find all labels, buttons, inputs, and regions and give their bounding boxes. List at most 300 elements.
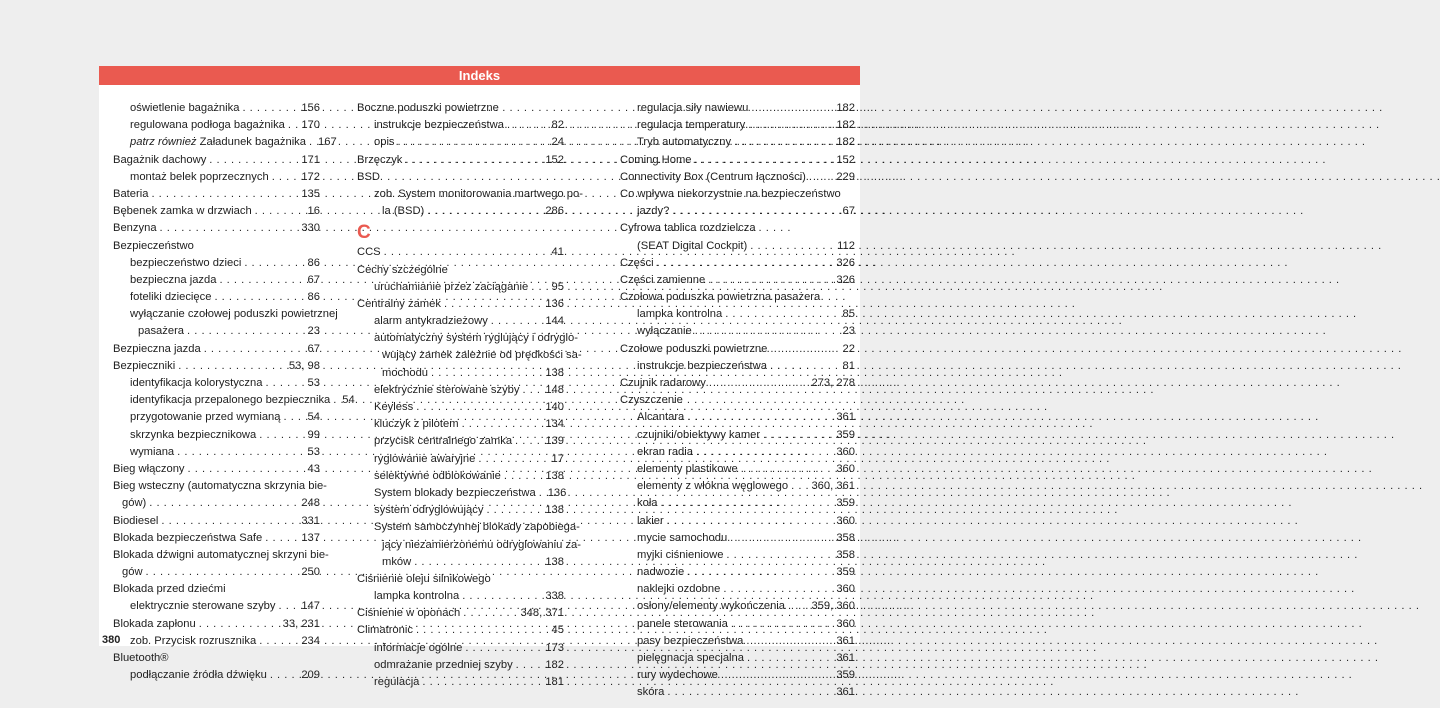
index-entry-term: Keyless bbox=[374, 401, 414, 413]
index-entry-page: 182 bbox=[545, 658, 564, 671]
index-entry-page: 138 bbox=[545, 366, 564, 379]
index-entry-term: przygotowanie przed wymianą bbox=[130, 411, 281, 424]
index-entry bbox=[113, 203, 320, 220]
dot-leader bbox=[725, 306, 839, 323]
index-entry-term: regulacja siły nawiewu bbox=[637, 102, 749, 114]
index-entry bbox=[113, 169, 320, 186]
dot-leader bbox=[750, 238, 834, 255]
dot-leader bbox=[695, 152, 834, 169]
index-entry bbox=[620, 478, 855, 495]
index-entry bbox=[113, 272, 320, 289]
index-entry-term: Tryb automatyczny bbox=[637, 136, 732, 149]
index-entry-page: 359 bbox=[836, 566, 855, 579]
dot-leader bbox=[751, 100, 833, 117]
index-entry bbox=[357, 571, 564, 588]
index-entry-term: lampka kontrolna bbox=[374, 590, 460, 603]
index-entry bbox=[620, 495, 855, 512]
index-entry-term: Bateria bbox=[113, 187, 149, 200]
index-entry-term: Bagażnik dachowy bbox=[113, 153, 207, 166]
index-entry-page: 330 bbox=[301, 222, 320, 235]
index-entry-page: 140 bbox=[545, 401, 564, 413]
index-entry-term: Ciśnienie oleju silnikowego bbox=[357, 572, 491, 585]
index-entry bbox=[620, 616, 855, 633]
dot-leader bbox=[204, 341, 305, 358]
dot-leader bbox=[188, 461, 305, 478]
index-entry-term: system odryglowujący bbox=[374, 504, 484, 517]
index-entry-page: 361 bbox=[836, 411, 855, 424]
index-entry-page: 181 bbox=[545, 676, 564, 688]
index-entry bbox=[620, 306, 855, 323]
index-entry bbox=[113, 255, 320, 272]
index-entry-term: instrukcje bezpieczeństwa bbox=[637, 359, 767, 372]
index-entry bbox=[113, 238, 320, 255]
index-entry-page: 24 bbox=[551, 136, 564, 149]
index-entry-page: 144 bbox=[545, 315, 564, 328]
index-entry-term: System samoczynnej blokady zapobiega- bbox=[374, 521, 580, 534]
index-entry bbox=[113, 341, 320, 358]
dot-leader bbox=[661, 495, 834, 512]
index-entry bbox=[357, 433, 564, 450]
index-entry-term: identyfikacja przepalonego bezpiecznika bbox=[130, 394, 331, 407]
index-entry-term: Czujnik radarowy bbox=[620, 377, 706, 389]
dot-leader bbox=[770, 358, 840, 375]
index-entry bbox=[113, 581, 320, 598]
dot-leader bbox=[398, 134, 549, 151]
index-entry bbox=[357, 330, 578, 347]
dot-leader bbox=[177, 444, 304, 461]
index-entry-page: 167 bbox=[318, 136, 337, 149]
dot-leader bbox=[516, 657, 543, 674]
index-entry bbox=[357, 554, 564, 571]
dot-leader bbox=[463, 605, 517, 622]
page-number: 380 bbox=[102, 634, 121, 646]
index-entry-term: gów) bbox=[122, 497, 147, 510]
index-entry-term: Blokada zapłonu bbox=[113, 617, 196, 630]
index-entry-page: 41 bbox=[551, 246, 564, 259]
index-entry bbox=[620, 427, 855, 444]
index-entry-term: montaż belek poprzecznych bbox=[130, 170, 269, 183]
index-entry-page: 43 bbox=[307, 462, 320, 475]
index-entry-page: 45 bbox=[551, 624, 564, 637]
index-entry-page: 172 bbox=[301, 170, 320, 183]
index-column-1 bbox=[113, 100, 355, 684]
dot-leader bbox=[146, 564, 299, 581]
index-entry bbox=[357, 657, 564, 674]
dot-leader bbox=[209, 152, 298, 169]
dot-leader bbox=[723, 581, 833, 598]
index-entry-page: 173 bbox=[545, 641, 564, 654]
index-entry-page: 360, 361 bbox=[811, 480, 855, 493]
index-entry-page: 112 bbox=[837, 239, 855, 252]
dot-leader bbox=[244, 255, 304, 272]
index-group-b bbox=[357, 100, 583, 220]
dot-leader bbox=[427, 203, 542, 220]
dot-leader bbox=[748, 117, 833, 134]
index-entry bbox=[113, 495, 320, 512]
index-entry bbox=[620, 633, 855, 650]
index-entry bbox=[620, 392, 855, 409]
index-entry-page: 136 bbox=[547, 486, 567, 499]
index-entry-term: mków bbox=[382, 555, 412, 568]
index-entry bbox=[620, 444, 855, 461]
index-entry bbox=[357, 169, 564, 186]
dot-leader bbox=[523, 382, 543, 399]
index-entry bbox=[357, 416, 564, 433]
index-entry-term bbox=[130, 134, 306, 151]
index-entry bbox=[357, 347, 582, 364]
index-entry bbox=[113, 409, 320, 426]
index-entry-term: myjki ciśnieniowe bbox=[637, 548, 724, 561]
index-entry bbox=[357, 152, 564, 169]
index-entry bbox=[113, 478, 327, 495]
index-entry-page: 54 bbox=[342, 394, 355, 407]
index-entry bbox=[620, 186, 855, 203]
index-entry-term: (SEAT Digital Cockpit) bbox=[637, 239, 748, 252]
dot-leader bbox=[309, 134, 315, 151]
index-entry-page: 67 bbox=[842, 205, 855, 218]
index-entry-page: 85 bbox=[842, 308, 855, 321]
index-entry bbox=[357, 485, 567, 502]
index-entry-term: bezpieczeństwo dzieci bbox=[130, 256, 242, 269]
index-entry bbox=[357, 382, 564, 399]
index-entry bbox=[357, 537, 581, 554]
index-entry-page: 358 bbox=[836, 548, 855, 561]
dot-leader bbox=[730, 530, 833, 547]
dot-leader bbox=[708, 272, 833, 289]
index-entry-term: Coming Home bbox=[620, 153, 692, 166]
index-group-c bbox=[357, 244, 582, 691]
dot-leader bbox=[687, 409, 833, 426]
index-entry bbox=[620, 169, 855, 186]
index-entry-term: Brzęczyk bbox=[357, 153, 403, 166]
index-entry-term: Bębenek zamka w drzwiach bbox=[113, 205, 252, 218]
index-entry-term: ryglowanie awaryjne bbox=[374, 452, 476, 465]
index-entry-page: 67 bbox=[307, 273, 320, 286]
index-entry-term: Climatronic bbox=[357, 624, 413, 637]
index-entry-page: 361 bbox=[836, 686, 855, 699]
dot-leader bbox=[151, 186, 298, 203]
dot-leader bbox=[265, 530, 298, 547]
index-entry-term: Cyfrowa tablica rozdzielcza bbox=[620, 222, 756, 235]
index-entry bbox=[357, 674, 564, 691]
dot-leader bbox=[809, 169, 833, 186]
index-entry-page: 170 bbox=[301, 119, 320, 132]
dot-leader bbox=[272, 169, 299, 186]
index-entry-text: Załadunek bagażnika bbox=[199, 136, 306, 149]
index-entry bbox=[620, 530, 855, 547]
index-entry bbox=[357, 203, 564, 220]
index-entry-term: oświetlenie bagażnika bbox=[130, 102, 240, 114]
index-entry-page: 348, 371 bbox=[520, 607, 564, 620]
index-entry bbox=[113, 152, 320, 169]
dot-leader bbox=[747, 650, 833, 667]
index-entry-page: 86 bbox=[307, 291, 320, 304]
index-entry bbox=[113, 375, 320, 392]
index-entry bbox=[113, 220, 320, 237]
index-entry-page: 359 bbox=[836, 428, 855, 441]
index-entry bbox=[113, 392, 355, 409]
index-entry-term: CCS bbox=[357, 246, 381, 259]
index-entry-page: 99 bbox=[307, 428, 320, 441]
dot-leader bbox=[333, 392, 339, 409]
index-entry bbox=[113, 323, 320, 340]
index-entry-page: 17 bbox=[551, 452, 564, 465]
index-entry-term: Ciśnienie w oponach bbox=[357, 607, 461, 620]
dot-leader bbox=[515, 433, 542, 450]
dot-leader bbox=[160, 220, 299, 237]
index-entry-page: 338 bbox=[545, 590, 564, 603]
index-entry-page: 182 bbox=[836, 119, 855, 132]
dot-leader bbox=[726, 547, 833, 564]
index-entry-term: Bieg włączony bbox=[113, 462, 185, 475]
index-entry bbox=[357, 622, 564, 639]
index-entry-term: pasy bezpieczeństwa bbox=[637, 634, 744, 647]
index-entry-page: 33, 231 bbox=[282, 617, 320, 630]
index-entry-term: pielęgnacja specjalna bbox=[637, 652, 744, 664]
index-entry bbox=[357, 296, 564, 313]
index-entry bbox=[357, 588, 564, 605]
dot-leader bbox=[199, 616, 280, 633]
dot-leader bbox=[763, 427, 833, 444]
index-entry bbox=[357, 279, 564, 296]
index-entry bbox=[620, 358, 855, 375]
index-entry-term: Benzyna bbox=[113, 222, 157, 235]
index-entry-term: Blokada przed dziećmi bbox=[113, 583, 226, 596]
dot-leader bbox=[746, 633, 833, 650]
index-entry-term: skóra bbox=[637, 686, 665, 699]
index-entry-page: 152 bbox=[836, 153, 855, 166]
index-entry bbox=[357, 605, 564, 622]
index-entry-term: Cechy szczególne bbox=[357, 263, 448, 276]
index-entry-term: bezpieczna jazda bbox=[130, 273, 217, 286]
dot-leader bbox=[384, 244, 549, 261]
index-entry-page: 23 bbox=[842, 325, 855, 338]
index-entry bbox=[113, 427, 320, 444]
index-entry bbox=[113, 513, 320, 530]
index-entry bbox=[357, 640, 564, 657]
index-entry-term: zob. System monitorowania martwego po- bbox=[374, 187, 583, 200]
index-entry bbox=[620, 272, 855, 289]
index-entry bbox=[357, 365, 564, 382]
index-entry bbox=[620, 100, 855, 117]
index-entry-term: Centralny zamek bbox=[357, 297, 441, 310]
index-entry-term: informacje ogólne bbox=[374, 641, 463, 654]
index-entry bbox=[113, 650, 320, 667]
index-entry bbox=[113, 547, 329, 564]
index-entry-term: uruchamianie przez zaciąganie bbox=[374, 280, 529, 293]
dot-leader bbox=[405, 152, 542, 169]
index-entry-term: odmrażanie przedniej szyby bbox=[374, 658, 513, 671]
index-entry-term: Blokada dźwigni automatycznej skrzyni bie- bbox=[113, 548, 329, 561]
index-entry bbox=[113, 444, 320, 461]
index-entry bbox=[113, 616, 320, 633]
index-entry-page: 360 bbox=[836, 583, 855, 596]
index-entry-term: Bluetooth® bbox=[113, 652, 169, 664]
index-entry-page: 331 bbox=[301, 514, 320, 527]
index-entry-term: BSD bbox=[357, 170, 381, 183]
index-entry-term: automatyczny system ryglujący i odryglo- bbox=[374, 332, 578, 345]
index-entry bbox=[620, 375, 855, 392]
index-entry-page: 67 bbox=[307, 342, 320, 355]
index-entry-term: opis bbox=[374, 136, 395, 149]
dot-leader bbox=[741, 461, 834, 478]
dot-leader bbox=[178, 358, 286, 375]
index-entry-term: System blokady bezpieczeństwa bbox=[374, 486, 536, 499]
index-entry-page: 23 bbox=[307, 325, 320, 338]
index-entry-page: 135 bbox=[301, 187, 320, 200]
index-entry-term: wymiana bbox=[130, 445, 175, 458]
index-entry-page: 86 bbox=[307, 256, 320, 269]
index-entry-term: Części zamienne bbox=[620, 273, 706, 286]
index-entry-term: ekran radia bbox=[637, 445, 693, 458]
index-entry-page: 147 bbox=[301, 600, 320, 613]
dot-leader bbox=[416, 622, 549, 639]
index-entry-term: Alcantara bbox=[637, 411, 685, 424]
index-entry bbox=[357, 468, 564, 485]
index-entry-page: 152 bbox=[545, 153, 564, 166]
dot-leader bbox=[242, 100, 298, 117]
index-entry-page: 95 bbox=[551, 280, 564, 293]
index-entry-term: podłączanie źródła dźwięku bbox=[130, 669, 267, 682]
index-entry bbox=[113, 598, 320, 615]
index-entry-page: 250 bbox=[301, 566, 320, 579]
index-entry bbox=[620, 323, 855, 340]
index-entry-term: mochodu bbox=[382, 366, 429, 379]
index-entry-page: 53 bbox=[307, 377, 320, 389]
index-entry bbox=[620, 598, 855, 615]
dot-leader bbox=[695, 323, 840, 340]
index-entry bbox=[620, 255, 855, 272]
index-entry-page: 209 bbox=[301, 669, 320, 682]
index-entry-term: Blokada bezpieczeństwa Safe bbox=[113, 531, 263, 544]
dot-leader bbox=[284, 409, 305, 426]
dot-leader bbox=[667, 684, 833, 701]
index-entry bbox=[113, 289, 320, 306]
index-entry bbox=[620, 667, 855, 684]
index-entry-page: 138 bbox=[545, 555, 564, 568]
dot-leader bbox=[709, 375, 809, 392]
index-entry-page: 54 bbox=[307, 411, 320, 424]
index-entry-term: Bezpieczna jazda bbox=[113, 342, 201, 355]
dot-leader bbox=[667, 513, 834, 530]
index-entry-page: 286 bbox=[545, 205, 564, 218]
index-entry-page: 139 bbox=[545, 435, 564, 448]
dot-leader bbox=[270, 667, 299, 684]
index-entry bbox=[113, 461, 320, 478]
dot-leader bbox=[187, 323, 305, 340]
index-entry-page: 248 bbox=[301, 497, 320, 510]
index-entry bbox=[113, 667, 320, 684]
index-entry bbox=[620, 238, 855, 255]
index-entry-term: elementy plastikowe bbox=[637, 462, 738, 475]
index-entry bbox=[620, 581, 855, 598]
index-entry-page: 360 bbox=[836, 514, 855, 527]
index-entry-term: koła bbox=[637, 497, 658, 510]
dot-leader bbox=[462, 416, 543, 433]
index-entry-term: Boczne poduszki powietrzne bbox=[357, 102, 499, 114]
index-entry bbox=[620, 650, 855, 667]
index-entry bbox=[620, 513, 855, 530]
dot-leader bbox=[672, 203, 839, 220]
index-entry-term: jący niezamierzonemu odryglowaniu za- bbox=[382, 538, 581, 551]
index-entry-term: lampka kontrolna bbox=[637, 308, 723, 321]
index-entry-page: 138 bbox=[545, 504, 564, 517]
index-entry-term: instrukcje bezpieczeństwa bbox=[374, 119, 504, 132]
index-entry-page: 326 bbox=[836, 273, 855, 286]
dot-leader bbox=[696, 444, 833, 461]
index-entry-page: 138 bbox=[545, 469, 564, 482]
dot-leader bbox=[149, 495, 298, 512]
dot-leader bbox=[507, 117, 549, 134]
index-entry-term: osłony/elementy wykończenia bbox=[637, 600, 785, 613]
index-entry-page: 326 bbox=[836, 256, 855, 269]
index-entry-page: 360 bbox=[836, 462, 855, 475]
index-entry-term: selektywne odblokowanie bbox=[374, 469, 501, 482]
index-entry-page: 359, 360 bbox=[811, 600, 855, 613]
index-entry-term: Bezpieczniki bbox=[113, 359, 176, 372]
index-entry-page: 182 bbox=[836, 136, 855, 149]
index-entry-term: Co wpływa niekorzystnie na bezpieczeństwo bbox=[620, 187, 841, 200]
index-entry-page: 148 bbox=[545, 383, 564, 396]
index-entry bbox=[620, 341, 855, 358]
index-entry-page: 134 bbox=[545, 418, 564, 431]
index-entry-page: 361 bbox=[836, 652, 855, 664]
index-entry-page: 234 bbox=[301, 634, 320, 647]
header-title: Indeks bbox=[458, 68, 501, 83]
dot-leader bbox=[462, 588, 542, 605]
index-entry bbox=[113, 117, 320, 134]
index-entry-page: 359 bbox=[836, 669, 855, 682]
index-entry bbox=[620, 152, 855, 169]
index-entry bbox=[357, 451, 564, 468]
index-entry-term: Bezpieczeństwo bbox=[113, 239, 194, 252]
index-column-3 bbox=[620, 100, 855, 702]
index-entry-page: 137 bbox=[301, 531, 320, 544]
dot-leader bbox=[214, 289, 304, 306]
index-entry bbox=[357, 262, 564, 279]
index-entry bbox=[357, 313, 564, 330]
index-entry bbox=[357, 100, 564, 117]
index-entry-page: 358 bbox=[836, 531, 855, 544]
index-entry-page: 53 bbox=[307, 445, 320, 458]
dot-leader bbox=[465, 640, 542, 657]
index-entry-page: 22 bbox=[842, 342, 855, 355]
index-entry-term: pasażera bbox=[138, 325, 185, 338]
dot-leader bbox=[414, 554, 542, 571]
index-entry-page: 136 bbox=[545, 297, 564, 310]
index-entry bbox=[113, 633, 320, 650]
index-entry bbox=[620, 117, 855, 134]
index-entry-term: panele sterowania bbox=[637, 617, 728, 630]
index-entry bbox=[620, 289, 855, 306]
index-entry-term: la (BSD) bbox=[382, 205, 425, 218]
index-entry-term: Części bbox=[620, 256, 654, 269]
index-entry bbox=[620, 203, 855, 220]
dot-leader bbox=[431, 365, 542, 382]
index-entry-page: 182 bbox=[836, 102, 855, 114]
index-entry-page: 359 bbox=[836, 497, 855, 510]
index-entry bbox=[357, 502, 564, 519]
index-entry-term: Czyszczenie bbox=[620, 394, 683, 407]
index-entry-term: czujniki/obiektywy kamer bbox=[637, 428, 761, 441]
index-entry-page: 53, 98 bbox=[288, 359, 320, 372]
index-entry bbox=[620, 684, 855, 701]
dot-leader bbox=[734, 134, 833, 151]
index-entry-term: Biodiesel bbox=[113, 514, 159, 527]
dot-leader bbox=[265, 375, 304, 392]
index-entry-page: 360 bbox=[836, 445, 855, 458]
index-entry-term: alarm antykradzieżowy bbox=[374, 315, 488, 328]
